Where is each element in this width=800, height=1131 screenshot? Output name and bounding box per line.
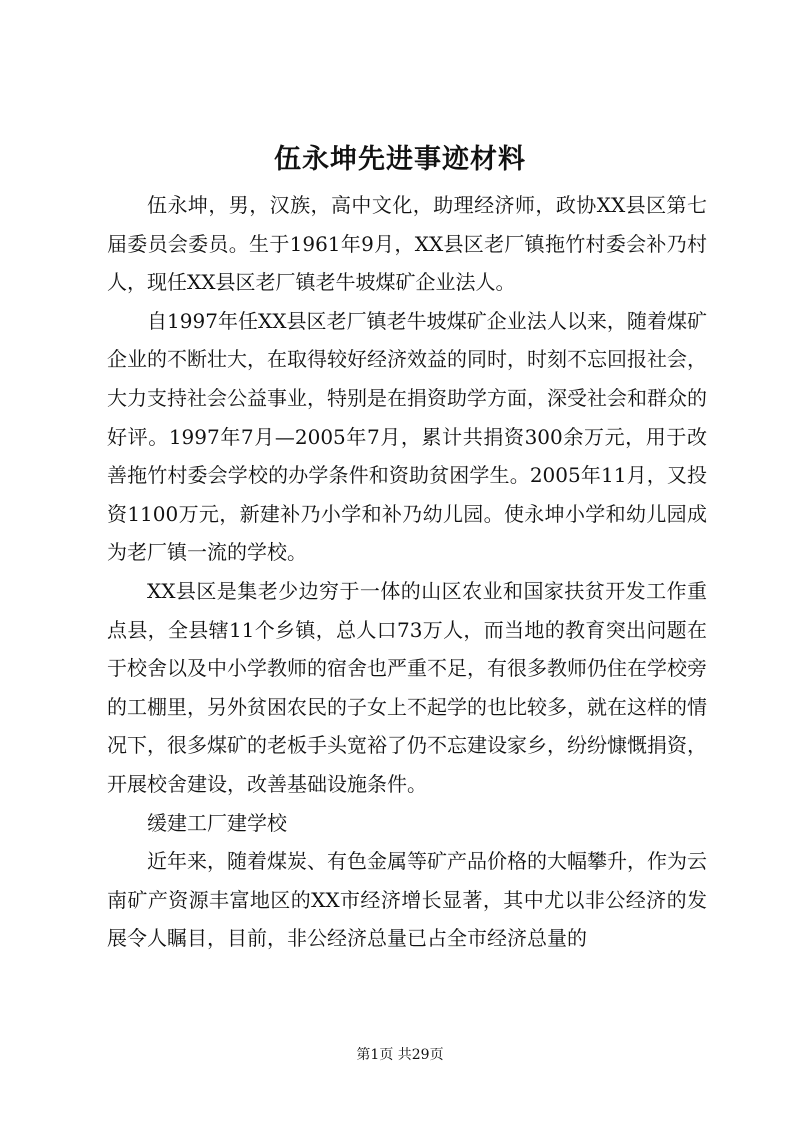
page-number: 第1页 共29页 xyxy=(356,1047,444,1063)
document-body xyxy=(107,186,707,958)
paragraph-donations: 自1997年任XX县区老厂镇老牛坡煤矿企业法人以来，随着煤矿企业的不断壮大，在取得较好经济效益的同时，时刻不忘回报社会，大力支持社会公益事业，特别是在捐资助学方面，深受社会和群众的好评。1997年7月—2005年7月，累计共捐资300余万元，用于改善拖竹村委会学校的办学条件和资助贫困学生。2005年11月，又投资1100万元，新建补乃小学和补乃幼儿园。使永坤小学和幼儿园成为老厂镇一流的学校。 xyxy=(107,308,707,565)
document-title: 伍永坤先进事迹材料 xyxy=(274,144,526,175)
section-heading: 缓建工厂建学校 xyxy=(147,810,287,835)
paragraph-county-background: XX县区是集老少边穷于一体的山区农业和国家扶贫开发工作重点县，全县辖11个乡镇，总人口73万人，而当地的教育突出问题在于校舍以及中小学教师的宿舍也严重不足，有很多教师仍住在学校旁的工棚里，另外贫困农民的子女上不起学的也比较多，就在这样的情况下，很多煤矿的老板手头宽裕了仍不忘建设家乡，纷纷慷慨捐资，开展校舍建设，改善基础设施条件。 xyxy=(107,578,707,796)
paragraph-economy: 近年来，随着煤炭、有色金属等矿产品价格的大幅攀升，作为云南矿产资源丰富地区的XX市经济增长显著，其中尤以非公经济的发展令人瞩目，目前，非公经济总量已占全市经济总量的 xyxy=(107,849,707,951)
paragraph-intro: 伍永坤，男，汉族，高中文化，助理经济师，政协XX县区第七届委员会委员。生于1961年9月，XX县区老厂镇拖竹村委会补乃村人，现任XX县区老厂镇老牛坡煤矿企业法人。 xyxy=(107,193,707,295)
